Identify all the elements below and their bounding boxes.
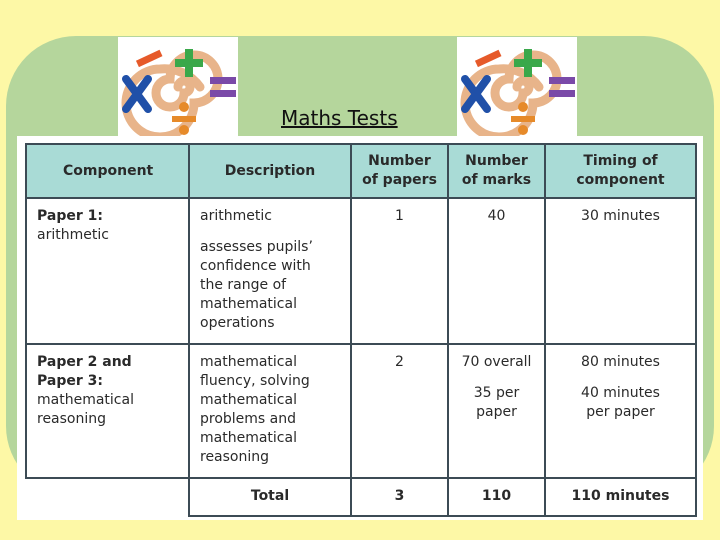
maths-operators-swirl-icon [457,37,577,137]
table-row [26,344,696,478]
table-row [26,198,696,344]
header-timing-label: Timing of component [576,153,665,188]
component-cell [26,344,189,478]
marks-value: 40 [487,208,506,224]
header-timing [545,144,696,198]
timing-cell [545,344,696,478]
description-cell [189,198,351,344]
total-papers: 3 [351,478,448,516]
description-cell [189,344,351,478]
page-title: Maths Tests [281,106,398,130]
timing-value: 30 minutes [581,208,660,224]
table-header-row [26,144,696,198]
marks-per-paper: 35 per paper [473,385,520,420]
maths-operators-swirl-icon [118,37,238,137]
description-line-1: mathematical fluency, solving mathematical problems and mathematical reasoning [200,354,310,465]
table-sheet [17,136,703,520]
header-number-of-marks-label: Number of marks [461,153,532,188]
total-timing: 110 minutes [545,478,696,516]
timing-value: 80 minutes [581,354,660,370]
papers-cell: 1 [351,198,448,344]
header-description: Description [189,144,351,198]
total-label: Total [189,478,351,516]
papers-cell: 2 [351,344,448,478]
component-label: arithmetic [37,227,109,243]
table-total-row [26,478,696,516]
header-number-of-marks [448,144,545,198]
component-bold-label: Paper 2 and Paper 3: [37,354,132,389]
component-cell [26,198,189,344]
header-number-of-papers-label: Number of papers [362,153,437,188]
description-line-2: assesses pupils’ confidence with the range of mathematical operations [200,239,313,331]
marks-cell [448,198,545,344]
timing-cell [545,198,696,344]
header-component: Component [26,144,189,198]
marks-cell [448,344,545,478]
timing-per-paper: 40 minutes per paper [581,385,660,420]
maths-logo-right [457,37,577,137]
marks-value: 70 overall [461,354,532,370]
total-marks: 110 [448,478,545,516]
total-blank-cell [26,478,189,516]
component-label: mathematical reasoning [37,392,134,427]
description-line-1: arithmetic [200,208,272,224]
maths-logo-left [118,37,238,137]
component-bold-label: Paper 1: [37,208,103,224]
header-number-of-papers [351,144,448,198]
maths-tests-table [25,143,697,517]
